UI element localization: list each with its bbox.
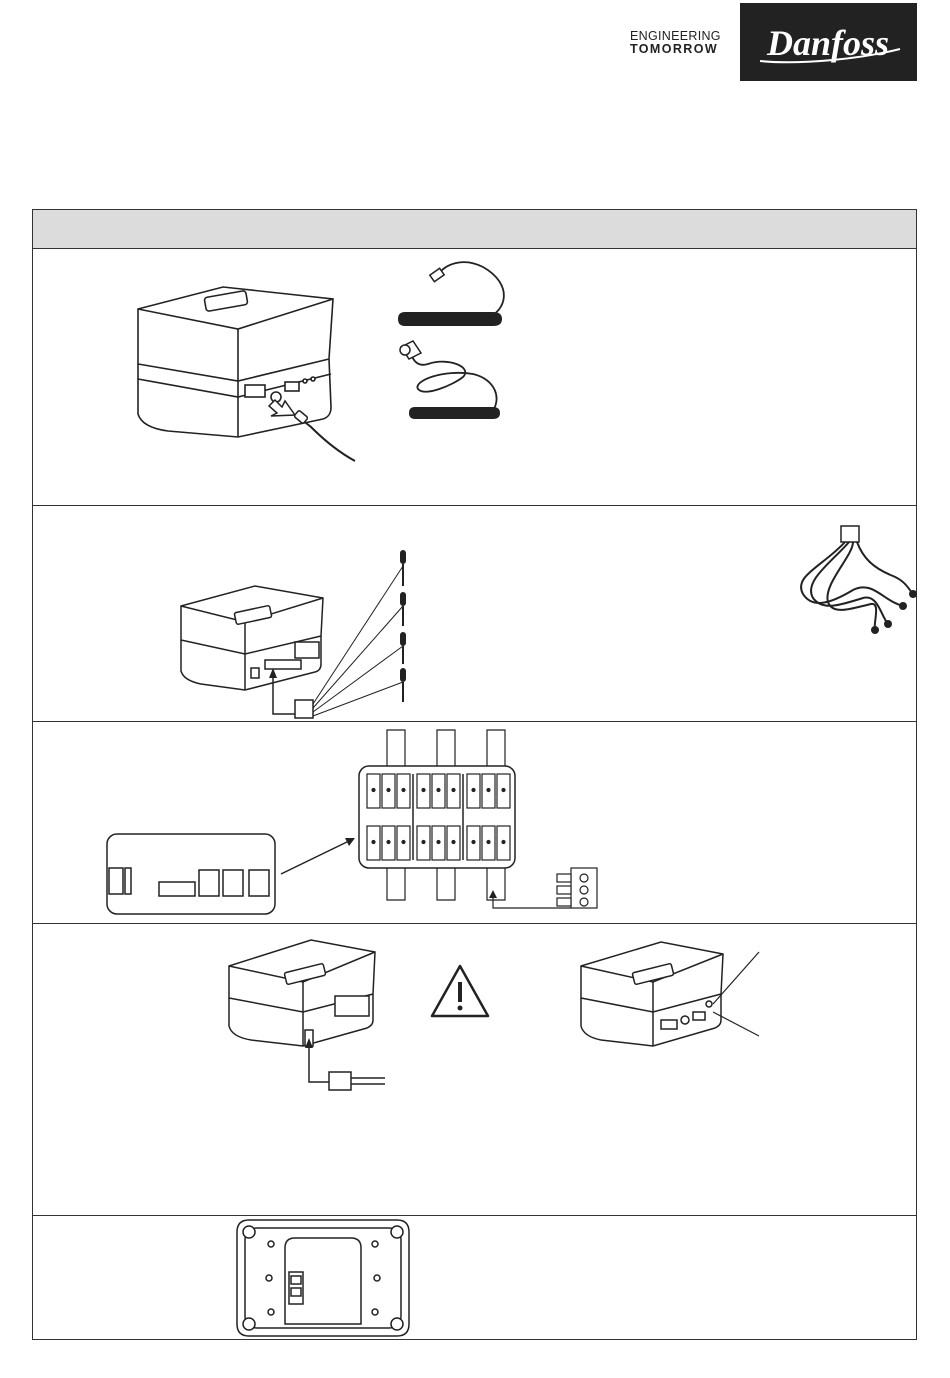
device-power-connection-illustration xyxy=(33,924,918,1216)
section-mounting xyxy=(33,1216,916,1341)
relay-terminal-diagram xyxy=(33,722,918,924)
sensor-cable-icon xyxy=(801,526,917,634)
instruction-table xyxy=(32,209,917,1340)
logo-wordmark: Danfoss xyxy=(766,23,890,63)
relay-terminal-screw xyxy=(472,841,475,844)
brand-tagline xyxy=(630,30,721,56)
relay-terminal-screw xyxy=(387,841,390,844)
relay-terminal-screw xyxy=(487,789,490,792)
device-with-sensor-cable-illustration xyxy=(33,506,918,722)
section-relays xyxy=(33,722,916,924)
tagline-line-2: TOMORROW xyxy=(630,42,719,56)
relay-terminal-screw xyxy=(422,841,425,844)
antenna-icon xyxy=(400,341,500,419)
relay-terminal-screw xyxy=(487,841,490,844)
relay-terminal-screw xyxy=(452,789,455,792)
relay-terminal-screw xyxy=(502,841,505,844)
relay-terminal-screw xyxy=(402,841,405,844)
section-power xyxy=(33,924,916,1216)
warning-icon xyxy=(432,966,488,1016)
terminal-block-icon xyxy=(557,868,597,908)
device-with-antenna-illustration xyxy=(33,249,918,506)
wall-bracket-icon xyxy=(33,1216,918,1341)
danfoss-logo xyxy=(740,3,917,81)
table-header xyxy=(33,210,916,249)
relay-terminal-screw xyxy=(437,841,440,844)
relay-terminal-screw xyxy=(502,789,505,792)
relay-terminal-screw xyxy=(372,841,375,844)
relay-terminal-screw xyxy=(422,789,425,792)
sensor-probes xyxy=(400,550,406,702)
antenna-icon xyxy=(398,262,504,326)
relay-terminal-screw xyxy=(402,789,405,792)
relay-terminal-screw xyxy=(387,789,390,792)
relay-terminal-screw xyxy=(437,789,440,792)
section-sensors xyxy=(33,506,916,722)
relay-terminal-screw xyxy=(452,841,455,844)
section-antenna xyxy=(33,249,916,506)
tagline-line-1: ENGINEERING xyxy=(630,29,721,43)
relay-terminal-screw xyxy=(372,789,375,792)
relay-terminal-screw xyxy=(472,789,475,792)
